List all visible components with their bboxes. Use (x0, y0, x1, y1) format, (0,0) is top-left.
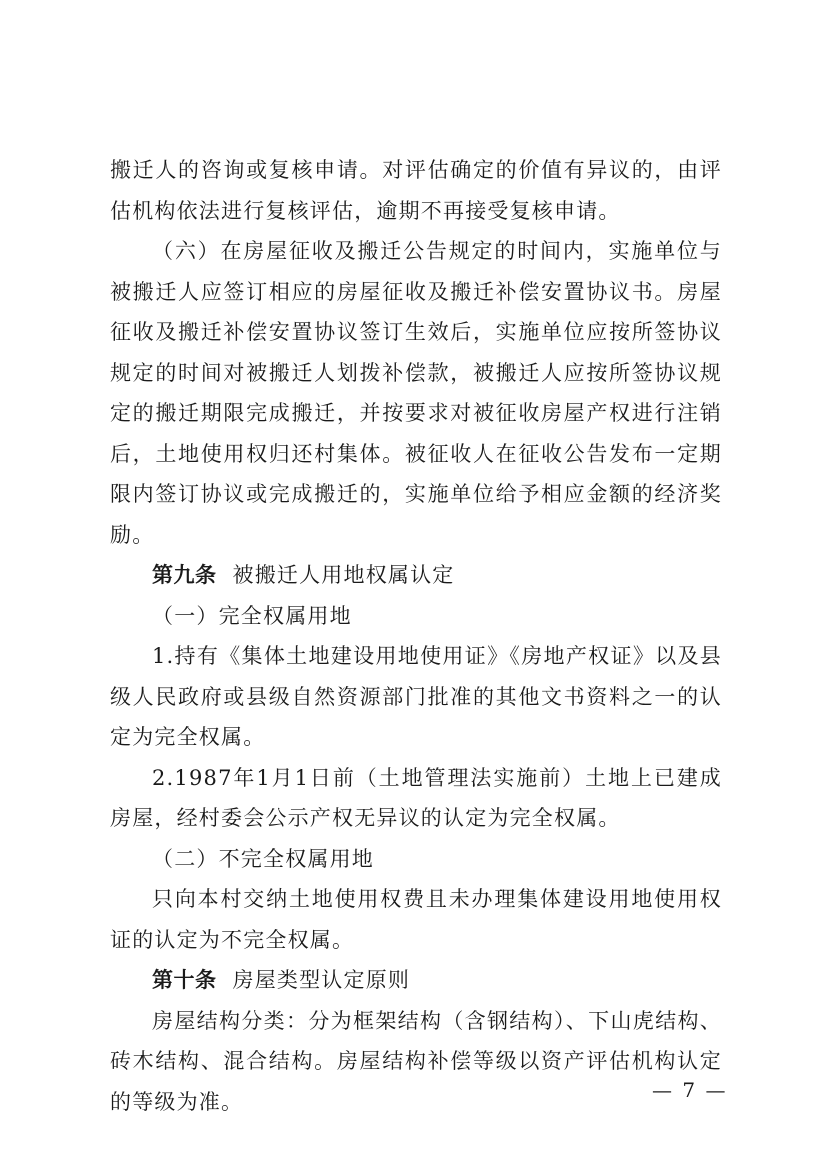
article-9-title: 被搬迁人用地权属认定 (232, 563, 455, 587)
article-10-number: 第十条 (152, 968, 217, 992)
paragraph-item-six: （六）在房屋征收及搬迁公告规定的时间内，实施单位与被搬迁人应签订相应的房屋征收及搬迁补偿安置协议书。房屋征收及搬迁补偿安置协议签订生效后，实施单位应按所签协议规定的时间对被搬迁人划拨补偿款，被搬迁人应按所签协议规定的搬迁期限完成搬迁，并按要求对被征收房屋产权进行注销后，土地使用权归还村集体。被征收人在征收公告发布一定期限内签订协议或完成搬迁的，实施单位给予相应金额的经济奖励。 (110, 239, 722, 547)
page-number: — 7 — (652, 1078, 728, 1102)
article-10-paragraph: 房屋结构分类：分为框架结构（含钢结构）、下山虎结构、砖木结构、混合结构。房屋结构补偿等级以资产评估机构认定的等级为准。 (110, 1008, 722, 1114)
article-9-item-2: 2.1987年1月1日前（土地管理法实施前）土地上已建成房屋，经村委会公示产权无异议的认定为完全权属。 (110, 765, 722, 830)
article-9-subheading-2: （二）不完全权属用地 (152, 846, 374, 871)
article-10-heading (110, 960, 722, 1001)
article-9-number: 第九条 (152, 563, 217, 587)
article-9-heading (110, 555, 722, 596)
paragraph-continued: 搬迁人的咨询或复核申请。对评估确定的价值有异议的，由评估机构依法进行复核评估，逾期不再接受复核申请。 (110, 158, 722, 223)
document-page (110, 150, 722, 1122)
article-9-item-1: 1.持有《集体土地建设用地使用证》《房地产权证》以及县级人民政府或县级自然资源部门批准的其他文书资料之一的认定为完全权属。 (110, 644, 722, 749)
article-9-paragraph-2: 只向本村交纳土地使用权费且未办理集体建设用地使用权证的认定为不完全权属。 (110, 887, 722, 952)
article-10-title: 房屋类型认定原则 (232, 968, 411, 992)
article-9-subheading-1: （一）完全权属用地 (152, 603, 352, 628)
